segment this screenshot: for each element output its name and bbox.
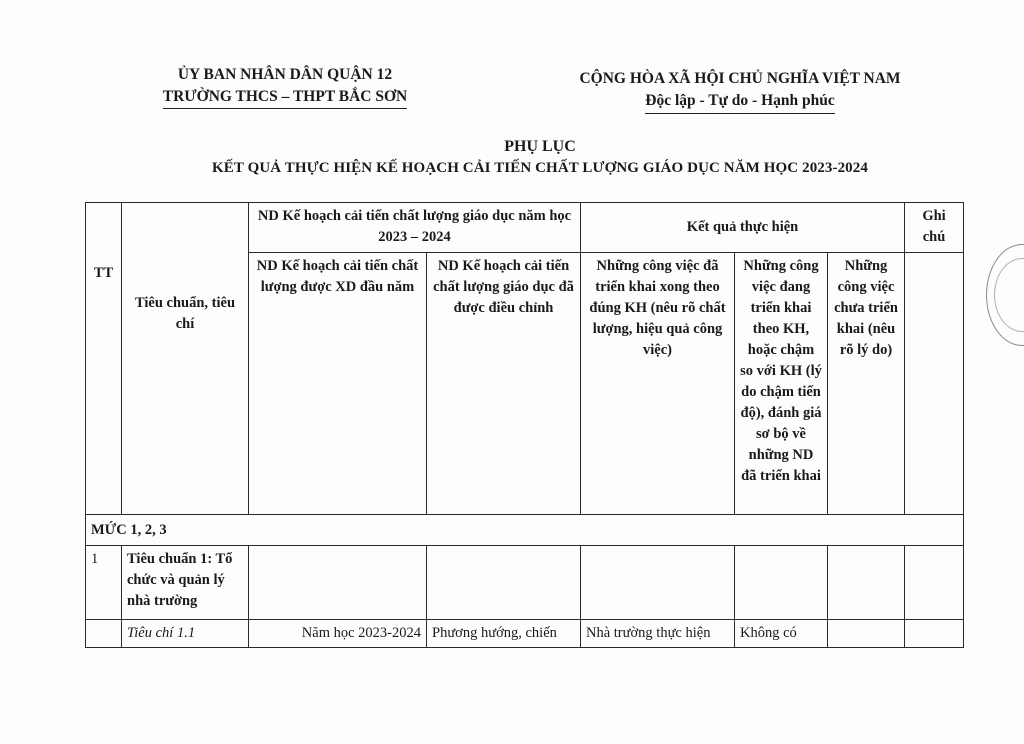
col-header-result-not-started: Những công việc chưa triển khai (nêu rõ lý do)	[828, 253, 905, 515]
empty-cell	[905, 546, 964, 620]
header-right	[540, 68, 940, 114]
header-left	[120, 64, 450, 109]
criteria-result-done: Nhà trường thực hiện	[581, 620, 735, 648]
criteria-label: Tiêu chí 1.1	[122, 620, 249, 648]
empty-cell	[905, 620, 964, 648]
col-header-result-group: Kết quả thực hiện	[581, 203, 905, 253]
col-header-result-done: Những công việc đã triển khai xong theo đúng KH (nêu rõ chất lượng, hiệu quả công việc)	[581, 253, 735, 515]
empty-cell	[828, 546, 905, 620]
col-header-result-ongoing: Những công việc đang triển khai theo KH, hoặc chậm so với KH (lý do chậm tiến độ), đánh giá sơ bộ về những ND đã triển khai	[735, 253, 828, 515]
standard-number: 1	[86, 546, 122, 620]
level-row	[86, 515, 964, 546]
criteria-plan-adjusted: Phương hướng, chiến	[427, 620, 581, 648]
level-label: MỨC 1, 2, 3	[86, 515, 964, 546]
criteria-plan-initial: Năm học 2023-2024	[249, 620, 427, 648]
results-table	[85, 202, 964, 648]
district-committee: ỦY BAN NHÂN DÂN QUẬN 12	[177, 66, 393, 83]
standard-row	[86, 546, 964, 620]
empty-cell	[427, 546, 581, 620]
empty-cell	[735, 546, 828, 620]
appendix-title: PHỤ LỤC	[504, 138, 576, 155]
col-header-notes: Ghi chú	[905, 203, 964, 253]
empty-cell	[828, 620, 905, 648]
col-header-plan-adjusted: ND Kế hoạch cải tiến chất lượng giáo dục đã được điều chỉnh	[427, 253, 581, 515]
col-header-notes-empty	[905, 253, 964, 515]
col-header-plan-initial: ND Kế hoạch cải tiến chất lượng được XD đầu năm	[249, 253, 427, 515]
criteria-row	[86, 620, 964, 648]
criteria-result-ongoing: Không có	[735, 620, 828, 648]
school-name: TRƯỜNG THCS – THPT BẮC SƠN	[120, 86, 450, 109]
document-title: KẾT QUẢ THỰC HIỆN KẾ HOẠCH CẢI TIẾN CHẤT LƯỢNG GIÁO DỤC NĂM HỌC 2023-2024	[212, 160, 868, 176]
col-header-criteria: Tiêu chuẩn, tiêu chí	[122, 203, 249, 515]
empty-cell	[86, 620, 122, 648]
national-motto: Độc lập - Tự do - Hạnh phúc	[540, 90, 940, 114]
col-header-tt: TT	[86, 203, 122, 515]
standard-label: Tiêu chuẩn 1: Tổ chức và quản lý nhà trường	[122, 546, 249, 620]
col-header-plan-group: ND Kế hoạch cải tiến chất lượng giáo dục năm học 2023 – 2024	[249, 203, 581, 253]
country-name: CỘNG HÒA XÃ HỘI CHỦ NGHĨA VIỆT NAM	[579, 70, 901, 87]
empty-cell	[581, 546, 735, 620]
header-row-1	[86, 203, 964, 253]
empty-cell	[249, 546, 427, 620]
